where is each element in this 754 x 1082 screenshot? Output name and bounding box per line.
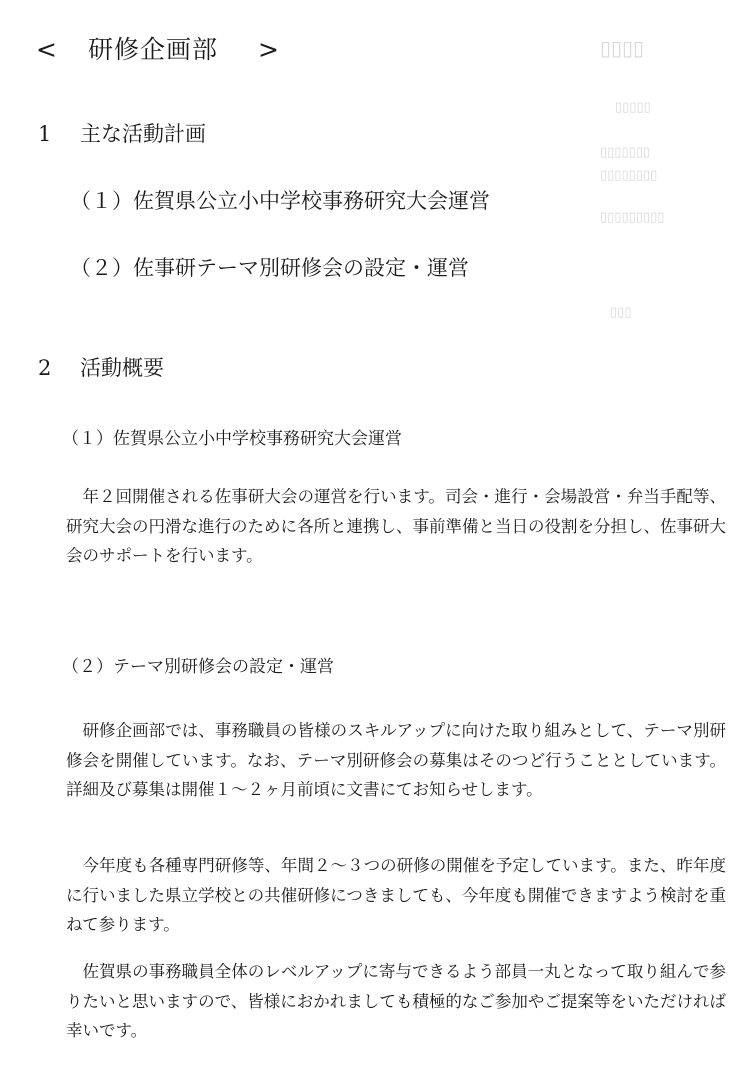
subsection-2-paragraph-2: 今年度も各種専門研修等、年間２～３つの研修の開催を予定しています。また、昨年度に行いました県立学校との共催研修につきましても、今年度も開催できますよう検討を重ねて参ります。 — [66, 856, 726, 934]
title-open-bracket: < — [36, 35, 58, 64]
subsection-1-heading: （１）佐賀県公立小中学校事務研究大会運営 — [62, 429, 402, 449]
title-close-bracket: > — [258, 35, 280, 64]
bleed-through-mark: ▯▯▯▯▯▯▯▯ — [600, 168, 658, 183]
bleed-through-mark: ▯▯▯▯▯ — [615, 100, 651, 115]
subsection-2-heading: （２）テーマ別研修会の設定・運営 — [62, 657, 334, 677]
plan-item-1: （１）佐賀県公立小中学校事務研究大会運営 — [70, 189, 490, 213]
plan-item-2: （２）佐事研テーマ別研修会の設定・運営 — [70, 256, 469, 280]
bleed-through-mark: ▯▯▯▯ — [600, 36, 645, 60]
section-1-heading — [38, 118, 206, 148]
section-1-number: 1 — [38, 122, 52, 146]
section-2-number: 2 — [38, 356, 52, 380]
section-1-title: 主な活動計画 — [80, 122, 206, 146]
bleed-through-mark: ▯▯▯▯▯▯▯ — [600, 145, 651, 160]
section-2-heading — [38, 352, 164, 382]
section-2-title: 活動概要 — [80, 356, 164, 380]
subsection-1-paragraph: 年２回開催される佐事研大会の運営を行います。司会・進行・会場設営・弁当手配等、研究大会の円滑な進行のために各所と連携し、事前準備と当日の役割を分担し、佐事研大会のサポートを行います。 — [66, 487, 726, 565]
bleed-through-mark: ▯▯▯ — [610, 305, 632, 320]
bleed-through-mark: ▯▯▯▯▯▯▯▯▯ — [600, 210, 665, 225]
title-text: 研修企画部 — [88, 35, 219, 64]
subsection-2-paragraph-3: 佐賀県の事務職員全体のレベルアップに寄与できるよう部員一丸となって取り組んで参りたいと思いますので、皆様におかれましても積極的なご参加やご提案等をいただければ幸いです。 — [66, 962, 726, 1040]
page-title — [36, 30, 280, 66]
subsection-2-paragraph-1: 研修企画部では、事務職員の皆様のスキルアップに向けた取り組みとして、テーマ別研修会を開催しています。なお、テーマ別研修会の募集はそのつど行うこととしています。詳細及び募集は開催１～２ヶ月前頃に文書にてお知らせします。 — [66, 721, 726, 799]
